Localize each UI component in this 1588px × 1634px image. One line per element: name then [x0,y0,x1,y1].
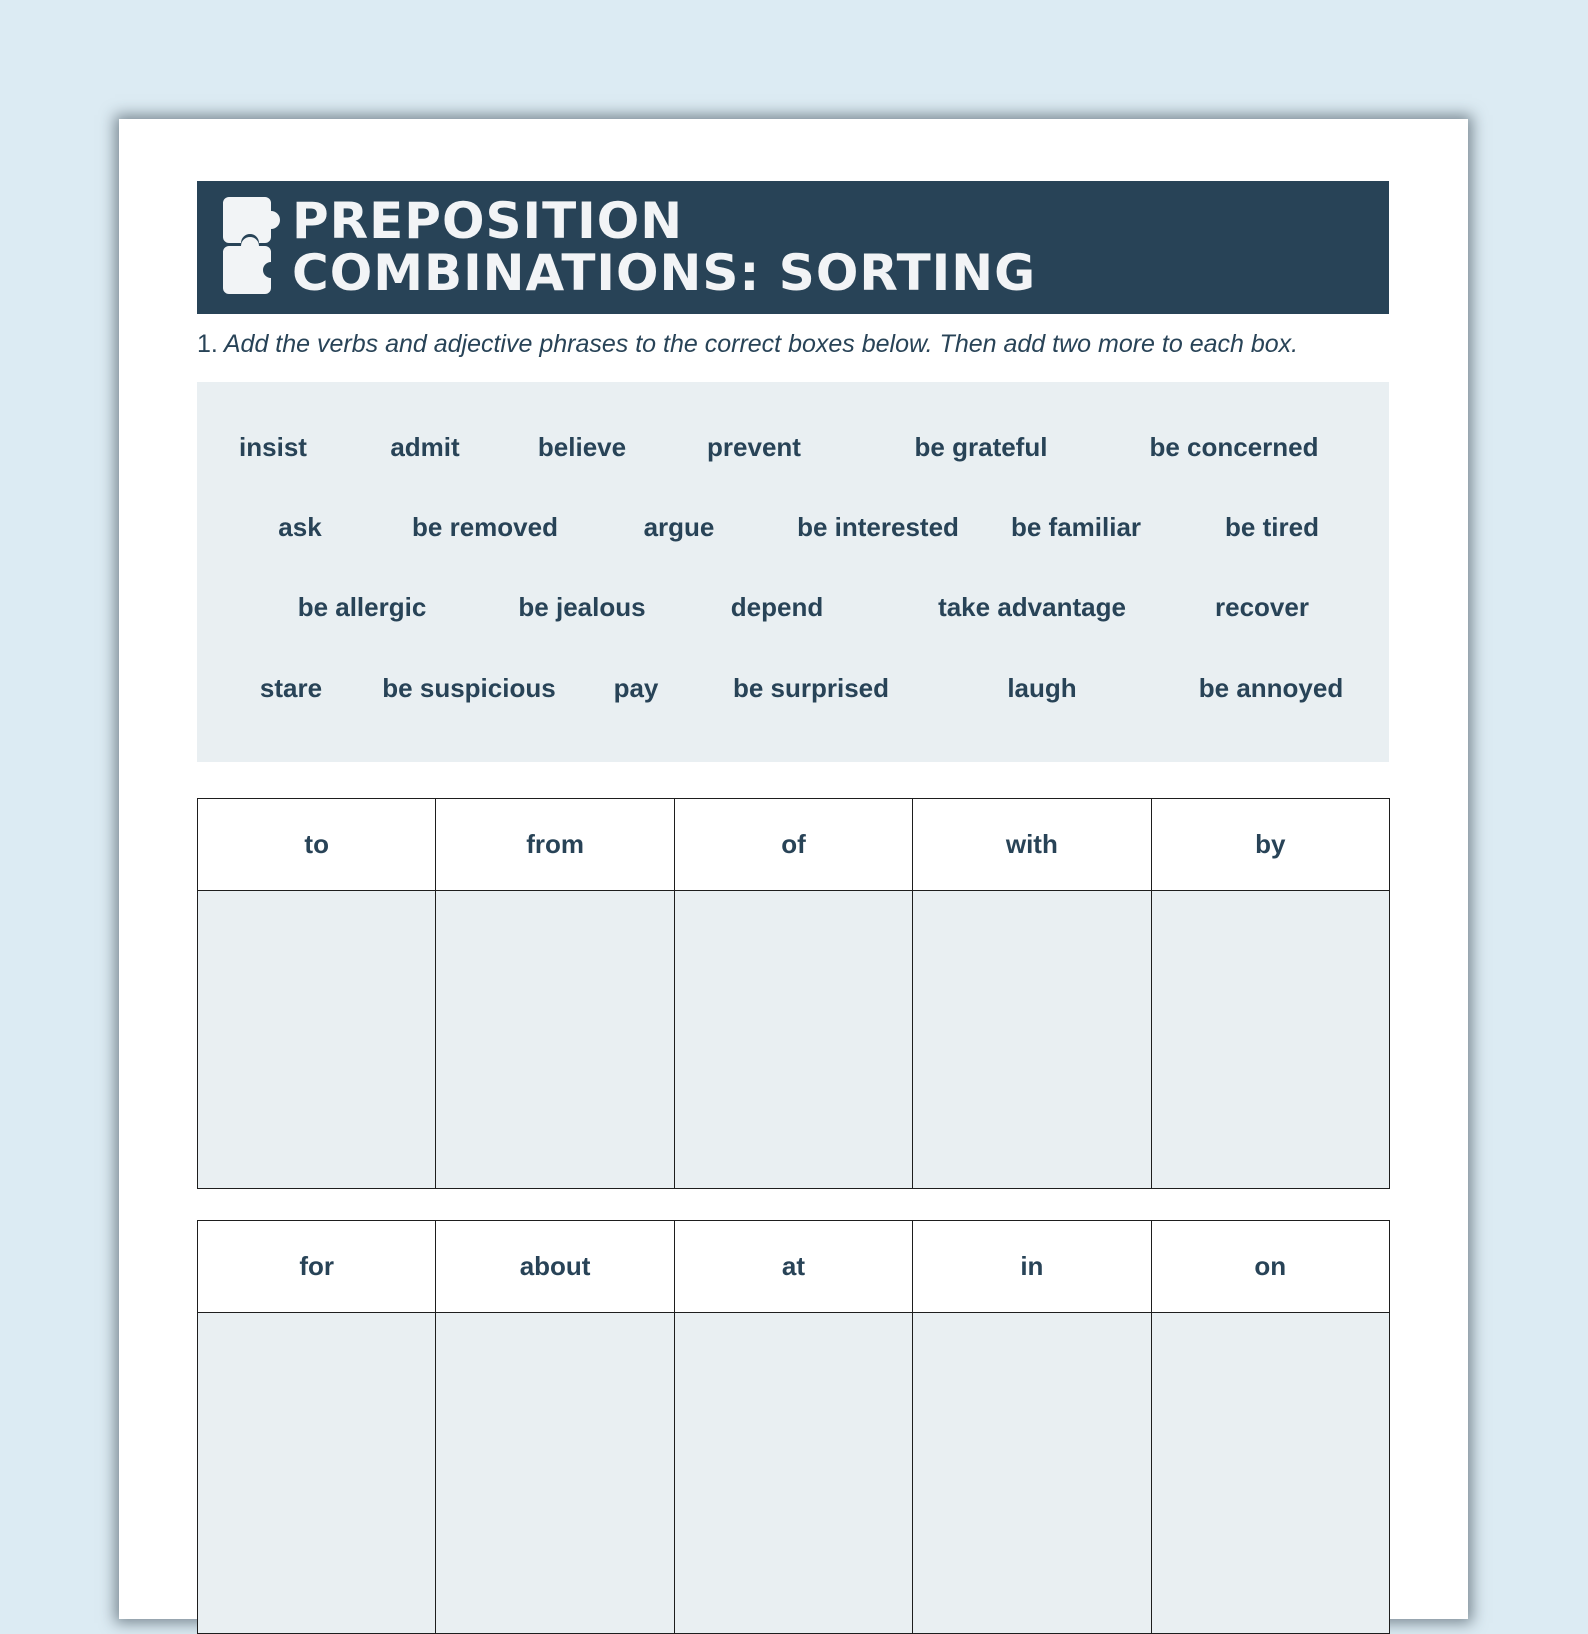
word-bank-item: believe [537,432,627,462]
column-header-for: for [198,1221,436,1313]
word-bank [197,382,1389,762]
answer-box-in[interactable] [913,1313,1151,1634]
word-bank-item: be annoyed [1198,673,1344,703]
title-banner [197,181,1389,314]
sorting-table-1 [197,798,1390,1189]
answer-box-to[interactable] [198,891,436,1189]
word-bank-item: laugh [1007,673,1077,703]
column-header-by: by [1151,799,1389,891]
title-line-2: COMBINATIONS: SORTING [292,244,1037,302]
column-header-about: about [436,1221,674,1313]
word-bank-item: be grateful [914,432,1048,462]
word-bank-item: recover [1215,592,1309,622]
worksheet-page [119,119,1468,1619]
word-bank-item: be familiar [1010,512,1142,542]
column-header-at: at [674,1221,912,1313]
column-header-of: of [674,799,912,891]
word-bank-item: admit [390,432,460,462]
word-bank-item: prevent [707,432,801,462]
column-header-from: from [436,799,674,891]
answer-box-about[interactable] [436,1313,674,1634]
answer-box-by[interactable] [1151,891,1389,1189]
instruction-text: Add the verbs and adjective phrases to the correct boxes below. Then add two more to each box. [223,330,1299,358]
column-header-on: on [1151,1221,1389,1313]
word-bank-item: be interested [797,512,959,542]
word-bank-item: insist [239,432,307,462]
sorting-table-2 [197,1220,1390,1634]
column-header-in: in [913,1221,1151,1313]
answer-box-with[interactable] [913,891,1151,1189]
answer-box-from[interactable] [436,891,674,1189]
word-bank-item: be removed [412,512,558,542]
column-header-with: with [913,799,1151,891]
instruction [197,330,1298,359]
page-title [292,192,1037,302]
column-header-to: to [198,799,436,891]
word-bank-item: be suspicious [382,673,556,703]
word-bank-item: depend [730,592,824,622]
word-bank-item: argue [643,512,715,542]
answer-box-for[interactable] [198,1313,436,1634]
answer-box-on[interactable] [1151,1313,1389,1634]
word-bank-item: take advantage [938,592,1126,622]
word-bank-item: pay [613,673,659,703]
word-bank-item: ask [278,512,322,542]
word-bank-item: be concerned [1149,432,1319,462]
instruction-number: 1. [197,330,218,358]
answer-box-at[interactable] [674,1313,912,1634]
puzzle-piece-icon [223,197,283,294]
word-bank-item: be jealous [518,592,646,622]
title-line-1: PREPOSITION [292,192,684,250]
answer-box-of[interactable] [674,891,912,1189]
word-bank-item: be surprised [732,673,890,703]
word-bank-item: be allergic [297,592,427,622]
word-bank-item: stare [259,673,323,703]
word-bank-item: be tired [1225,512,1319,542]
